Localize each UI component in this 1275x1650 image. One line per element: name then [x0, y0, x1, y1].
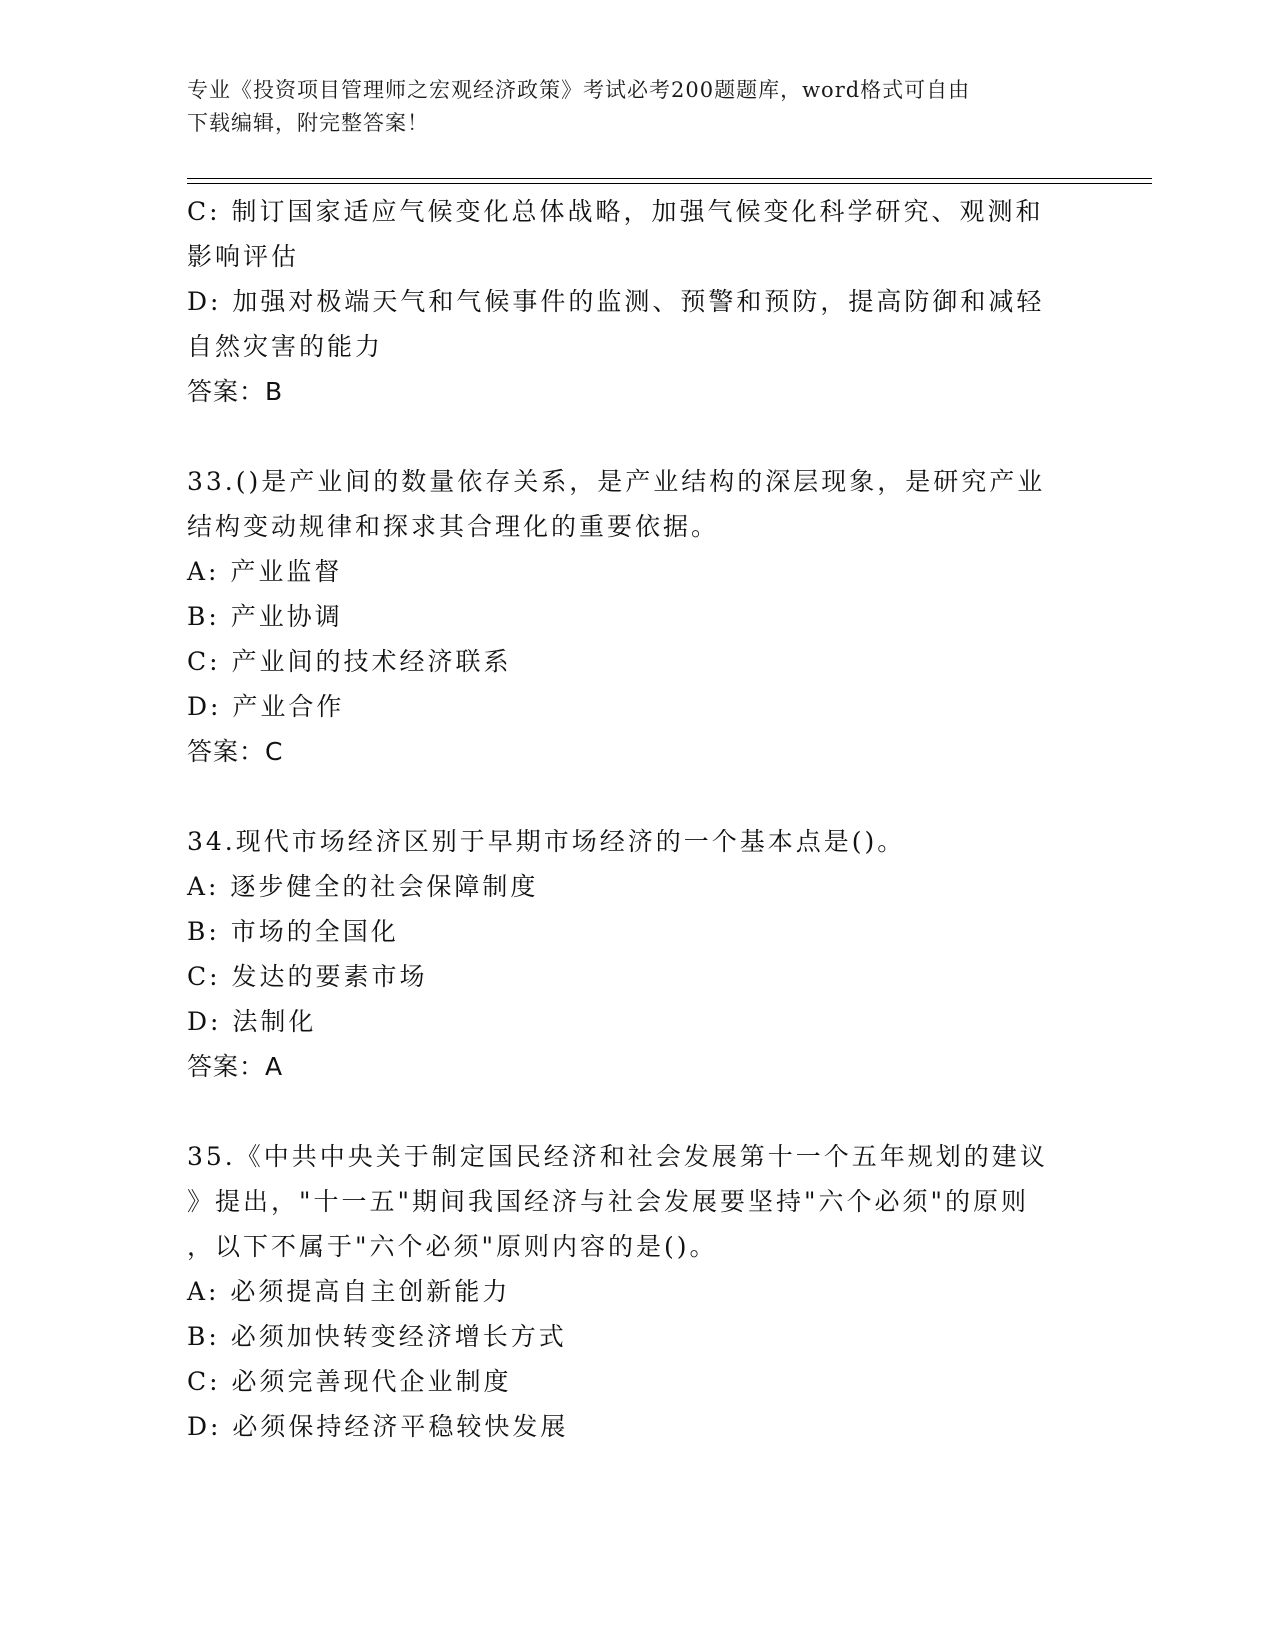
- question-stem-line-1: 33.()是产业间的数量依存关系，是产业结构的深层现象，是研究产业: [187, 467, 1046, 496]
- option-a: A: 产业监督: [187, 557, 343, 586]
- spacer: [187, 414, 1087, 459]
- document-header: [187, 74, 1067, 140]
- answer-label: 答案：C: [187, 737, 284, 766]
- answer-label: 答案：B: [187, 377, 284, 406]
- option-c: C: 发达的要素市场: [187, 962, 428, 991]
- option-c-line-1: C: 制订国家适应气候变化总体战略，加强气候变化科学研究、观测和: [187, 197, 1044, 226]
- question-block-35: [187, 1134, 1087, 1449]
- answer-label: 答案：A: [187, 1052, 284, 1081]
- header-line-2: 下载编辑，附完整答案！: [187, 111, 429, 135]
- option-d: D: 必须保持经济平稳较快发展: [187, 1412, 569, 1441]
- option-a: A: 逐步健全的社会保障制度: [187, 872, 539, 901]
- option-b: B: 必须加快转变经济增长方式: [187, 1322, 567, 1351]
- header-line-1: 专业《投资项目管理师之宏观经济政策》考试必考200题题库，word格式可自由: [187, 78, 971, 102]
- option-d: D: 产业合作: [187, 692, 345, 721]
- option-d-line-2: 自然灾害的能力: [187, 332, 384, 361]
- question-stem-line-1: 35.《中共中央关于制定国民经济和社会发展第十一个五年规划的建议: [187, 1142, 1048, 1171]
- question-stem-line-3: ，以下不属于"六个必须"原则内容的是()。: [187, 1232, 718, 1261]
- option-c: C: 产业间的技术经济联系: [187, 647, 512, 676]
- option-c: C: 必须完善现代企业制度: [187, 1367, 512, 1396]
- spacer: [187, 774, 1087, 819]
- question-stem-line-1: 34.现代市场经济区别于早期市场经济的一个基本点是()。: [187, 827, 906, 856]
- option-c-line-2: 影响评估: [187, 242, 300, 271]
- option-d-line-1: D: 加强对极端天气和气候事件的监测、预警和预防，提高防御和减轻: [187, 287, 1045, 316]
- header-divider-top: [187, 178, 1152, 179]
- option-d: D: 法制化: [187, 1007, 317, 1036]
- question-list: [187, 189, 1087, 1449]
- question-block-34: [187, 819, 1087, 1089]
- spacer: [187, 1089, 1087, 1134]
- question-stem-line-2: 结构变动规律和探求其合理化的重要依据。: [187, 512, 720, 541]
- question-stem-line-2: 》提出，"十一五"期间我国经济与社会发展要坚持"六个必须"的原则: [187, 1187, 1029, 1216]
- question-block-33: [187, 459, 1087, 774]
- option-b: B: 市场的全国化: [187, 917, 399, 946]
- question-block-32: [187, 189, 1087, 414]
- option-a: A: 必须提高自主创新能力: [187, 1277, 511, 1306]
- header-divider-bottom: [187, 183, 1152, 184]
- option-b: B: 产业协调: [187, 602, 343, 631]
